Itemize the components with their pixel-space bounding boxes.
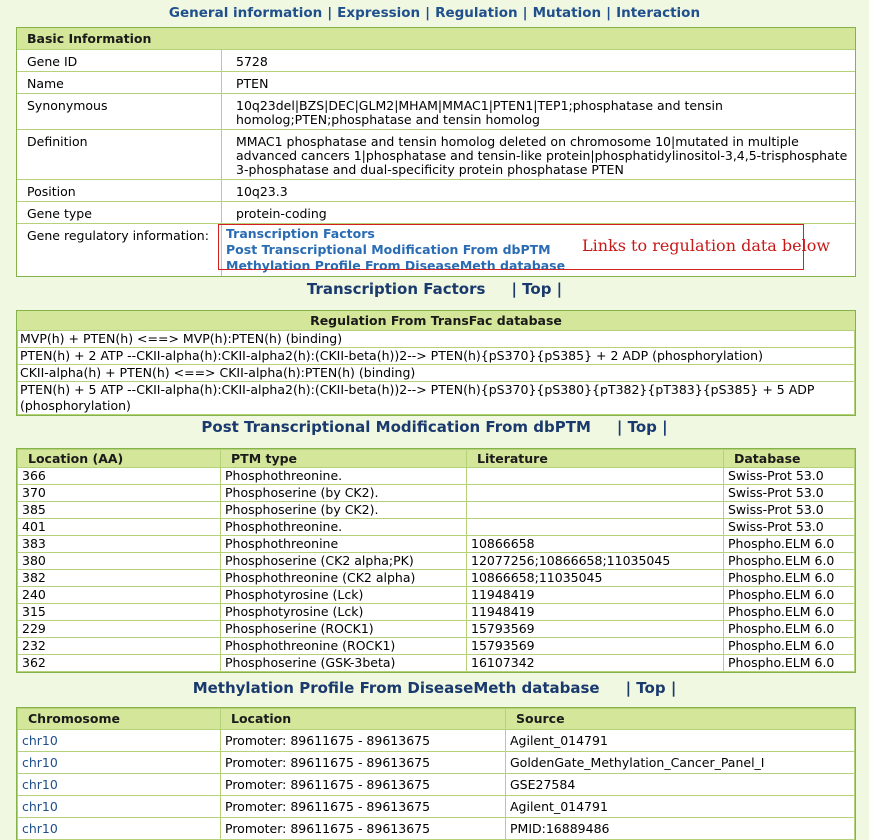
column-header: Location (AA): [18, 450, 221, 468]
table-row: [18, 348, 855, 365]
ptm-type-cell: Phosphoserine (by CK2).: [221, 502, 467, 519]
ptm-type-cell: Phosphoserine (ROCK1): [221, 621, 467, 638]
column-header: Location: [221, 709, 506, 730]
link-methylation-profile[interactable]: Methylation Profile From DiseaseMeth database: [226, 258, 566, 273]
nav-general-information[interactable]: General information: [168, 5, 323, 21]
location-cell: 401: [18, 519, 221, 536]
row-label: Name: [17, 72, 222, 94]
table-row: [18, 818, 855, 840]
table-row: [18, 604, 855, 621]
table-row: [18, 638, 855, 655]
location-cell: 232: [18, 638, 221, 655]
table-row: [18, 485, 855, 502]
table-row: [18, 331, 855, 348]
table-row: [18, 519, 855, 536]
top-nav: [0, 0, 869, 26]
database-cell: Phospho.ELM 6.0: [724, 638, 855, 655]
literature-cell: 10866658;11035045: [467, 570, 724, 587]
table-row: [18, 382, 855, 415]
methylation-rows: [18, 730, 855, 840]
source-cell: Agilent_014791: [506, 796, 855, 818]
database-cell: Phospho.ELM 6.0: [724, 621, 855, 638]
column-header: Literature: [467, 450, 724, 468]
location-cell: 382: [18, 570, 221, 587]
literature-cell: 10866658: [467, 536, 724, 553]
reaction-cell: PTEN(h) + 2 ATP --CKII-alpha(h):CKII-alpha2(h):(CKII-beta(h))2--> PTEN(h){pS370}{pS385} + 2 ADP (phosphorylation): [18, 348, 855, 365]
literature-cell: [467, 485, 724, 502]
literature-cell: 16107342: [467, 655, 724, 672]
row-label: Gene regulatory information:: [17, 224, 222, 277]
database-cell: Phospho.ELM 6.0: [724, 536, 855, 553]
location-cell: 240: [18, 587, 221, 604]
gene-type-value: protein-coding: [222, 202, 856, 224]
location-cell: 362: [18, 655, 221, 672]
literature-cell: 15793569: [467, 638, 724, 655]
source-cell: Agilent_014791: [506, 730, 855, 752]
ptm-panel: [16, 448, 856, 673]
literature-cell: 12077256;10866658;11035045: [467, 553, 724, 570]
database-cell: Swiss-Prot 53.0: [724, 519, 855, 536]
position-row: [17, 180, 855, 202]
reaction-cell: CKII-alpha(h) + PTEN(h) <==> CKII-alpha(h):PTEN(h) (binding): [18, 365, 855, 382]
chromosome-link[interactable]: chr10: [18, 730, 221, 752]
table-header-row: [18, 709, 855, 730]
gene-id-row: [17, 50, 855, 72]
row-label: Synonymous: [17, 94, 222, 130]
literature-cell: 15793569: [467, 621, 724, 638]
ptm-rows: [18, 468, 855, 672]
synonymous-row: [17, 94, 855, 130]
ptm-type-cell: Phosphoserine (GSK-3beta): [221, 655, 467, 672]
database-cell: Phospho.ELM 6.0: [724, 570, 855, 587]
source-cell: PMID:16889486: [506, 818, 855, 840]
nav-interaction[interactable]: Interaction: [616, 5, 701, 21]
section-heading: Transcription Factors: [306, 280, 486, 298]
literature-cell: [467, 468, 724, 485]
position-value: 10q23.3: [222, 180, 856, 202]
table-header-row: [18, 450, 855, 468]
table-row: [18, 587, 855, 604]
reaction-cell: PTEN(h) + 5 ATP --CKII-alpha(h):CKII-alpha2(h):(CKII-beta(h))2--> PTEN(h){pS370}{pS380}{pT382}{pT383}{pS385} + 5 ADP (phosphorylation): [18, 382, 855, 415]
source-cell: GSE27584: [506, 774, 855, 796]
transcription-factors-title: [0, 280, 869, 298]
database-cell: Phospho.ELM 6.0: [724, 655, 855, 672]
table-row: [18, 730, 855, 752]
top-link[interactable]: | Top |: [511, 280, 563, 298]
transfac-table: [17, 330, 855, 415]
chromosome-link[interactable]: chr10: [18, 818, 221, 840]
ptm-type-cell: Phosphothreonine (CK2 alpha): [221, 570, 467, 587]
transfac-panel: [16, 310, 856, 416]
ptm-table: [17, 449, 855, 672]
section-heading: Post Transcriptional Modification From dbPTM: [201, 418, 591, 436]
column-header: Source: [506, 709, 855, 730]
location-cell: Promoter: 89611675 - 89613675: [221, 818, 506, 840]
nav-separator: |: [606, 5, 612, 21]
link-transcription-factors[interactable]: Transcription Factors: [226, 226, 375, 241]
top-link[interactable]: | Top |: [625, 679, 677, 697]
top-link[interactable]: | Top |: [616, 418, 668, 436]
literature-cell: 11948419: [467, 604, 724, 621]
location-cell: Promoter: 89611675 - 89613675: [221, 796, 506, 818]
nav-mutation[interactable]: Mutation: [532, 5, 602, 21]
location-cell: Promoter: 89611675 - 89613675: [221, 730, 506, 752]
table-row: [18, 570, 855, 587]
database-cell: Phospho.ELM 6.0: [724, 587, 855, 604]
ptm-type-cell: Phosphotyrosine (Lck): [221, 587, 467, 604]
table-row: [18, 365, 855, 382]
location-cell: 380: [18, 553, 221, 570]
row-label: Position: [17, 180, 222, 202]
ptm-type-cell: Phosphoserine (by CK2).: [221, 485, 467, 502]
database-cell: Phospho.ELM 6.0: [724, 604, 855, 621]
table-row: [18, 655, 855, 672]
methylation-title: [0, 679, 869, 697]
literature-cell: [467, 502, 724, 519]
ptm-type-cell: Phosphotyrosine (Lck): [221, 604, 467, 621]
definition-row: [17, 130, 855, 180]
chromosome-link[interactable]: chr10: [18, 796, 221, 818]
ptm-type-cell: Phosphothreonine (ROCK1): [221, 638, 467, 655]
table-row: [18, 553, 855, 570]
ptm-title: [0, 418, 869, 436]
ptm-type-cell: Phosphoserine (CK2 alpha;PK): [221, 553, 467, 570]
table-row: [18, 796, 855, 818]
nav-separator: |: [327, 5, 333, 21]
column-header: Database: [724, 450, 855, 468]
source-cell: GoldenGate_Methylation_Cancer_Panel_I: [506, 752, 855, 774]
link-post-transcriptional-modification[interactable]: Post Transcriptional Modification From dbPTM: [226, 242, 551, 257]
database-cell: Swiss-Prot 53.0: [724, 502, 855, 519]
chromosome-link[interactable]: chr10: [18, 774, 221, 796]
section-heading: Methylation Profile From DiseaseMeth database: [192, 679, 600, 697]
location-cell: 385: [18, 502, 221, 519]
table-row: [18, 621, 855, 638]
row-label: Gene type: [17, 202, 222, 224]
name-value: PTEN: [222, 72, 856, 94]
location-cell: 370: [18, 485, 221, 502]
basic-information-header: Basic Information: [17, 28, 855, 49]
annotation-text: Links to regulation data below: [582, 236, 831, 255]
location-cell: 315: [18, 604, 221, 621]
nav-separator: |: [425, 5, 431, 21]
table-row: [18, 752, 855, 774]
nav-separator: |: [522, 5, 528, 21]
column-header: PTM type: [221, 450, 467, 468]
ptm-type-cell: Phosphothreonine: [221, 536, 467, 553]
database-cell: Swiss-Prot 53.0: [724, 485, 855, 502]
table-row: [18, 502, 855, 519]
table-row: [18, 468, 855, 485]
chromosome-link[interactable]: chr10: [18, 752, 221, 774]
database-cell: Phospho.ELM 6.0: [724, 553, 855, 570]
location-cell: Promoter: 89611675 - 89613675: [221, 752, 506, 774]
location-cell: 366: [18, 468, 221, 485]
transfac-header: Regulation From TransFac database: [17, 311, 855, 330]
synonymous-value: 10q23del|BZS|DEC|GLM2|MHAM|MMAC1|PTEN1|TEP1;phosphatase and tensin homolog;PTEN;phosphatase and tensin homolog: [222, 94, 856, 130]
ptm-type-cell: Phosphothreonine.: [221, 519, 467, 536]
location-cell: 383: [18, 536, 221, 553]
column-header: Chromosome: [18, 709, 221, 730]
ptm-type-cell: Phosphothreonine.: [221, 468, 467, 485]
nav-regulation[interactable]: Regulation: [435, 5, 518, 21]
row-label: Definition: [17, 130, 222, 180]
table-row: [18, 536, 855, 553]
definition-value: MMAC1 phosphatase and tensin homolog deleted on chromosome 10|mutated in multiple advanced cancers 1|phosphatase and tensin-like protein|phosphatidylinositol-3,4,5-trisphosphate 3-phosphatase and dual-specificity protein phosphatase PTEN: [222, 130, 856, 180]
reaction-cell: MVP(h) + PTEN(h) <==> MVP(h):PTEN(h) (binding): [18, 331, 855, 348]
name-row: [17, 72, 855, 94]
location-cell: Promoter: 89611675 - 89613675: [221, 774, 506, 796]
literature-cell: 11948419: [467, 587, 724, 604]
literature-cell: [467, 519, 724, 536]
methylation-panel: [16, 707, 856, 840]
gene-id-value: 5728: [222, 50, 856, 72]
database-cell: Swiss-Prot 53.0: [724, 468, 855, 485]
location-cell: 229: [18, 621, 221, 638]
row-label: Gene ID: [17, 50, 222, 72]
methylation-table: [17, 708, 855, 840]
table-row: [18, 774, 855, 796]
gene-type-row: [17, 202, 855, 224]
nav-expression[interactable]: Expression: [337, 5, 421, 21]
